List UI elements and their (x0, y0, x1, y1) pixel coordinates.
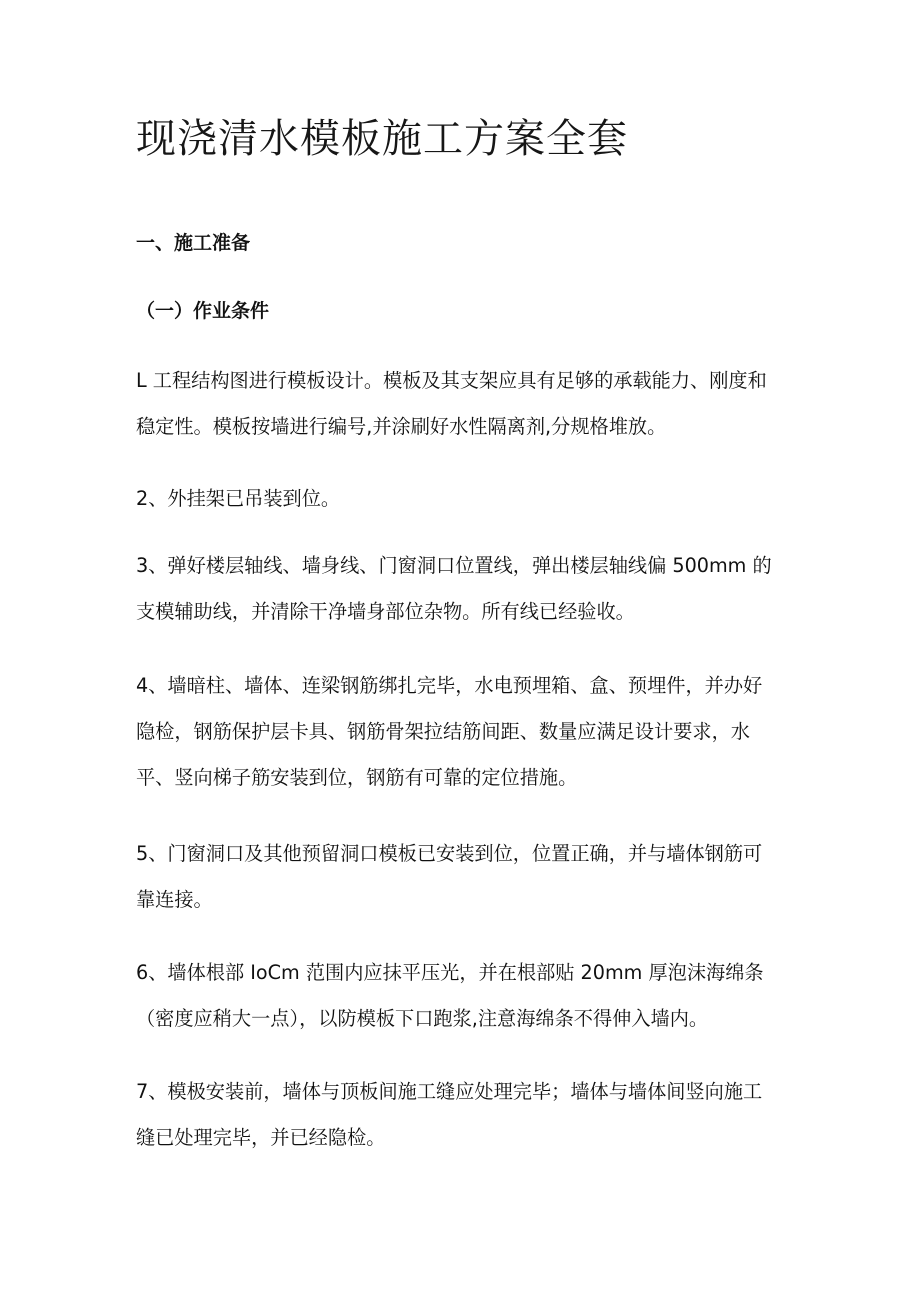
paragraph-line: 平、竖向梯子筋安装到位，钢筋有可靠的定位措施。 (136, 766, 578, 789)
paragraph-line: 靠连接。 (136, 888, 213, 911)
paragraph-line: 缝已处理完毕，并已经隐检。 (136, 1126, 386, 1149)
paragraph-line: 6、墙体根部 IoCm 范围内应抹平压光，并在根部贴 20mm 厚泡沫海绵条 (136, 961, 764, 984)
paragraph-line: 5、门窗洞口及其他预留洞口模板已安装到位，位置正确，并与墙体钢筋可 (136, 842, 763, 865)
paragraph-line: 支模辅助线，并清除干净墙身部位杂物。所有线已经验收。 (136, 600, 635, 623)
paragraph-line: 3、弹好楼层轴线、墙身线、门窗洞口位置线，弹出楼层轴线偏 500mm 的 (136, 554, 772, 577)
paragraph-line: 4、墙暗柱、墙体、连梁钢筋绑扎完毕，水电预埋箱、盒、预埋件，并办好 (136, 674, 763, 697)
sub-heading: （一）作业条件 (136, 300, 270, 322)
paragraph-line: （密度应稍大一点），以防模板下口跑浆,注意海绵条不得伸入墙内。 (136, 1007, 709, 1030)
paragraph-6 (136, 950, 764, 1042)
paragraph-line: 隐检，钢筋保护层卡具、钢筋骨架拉结筋间距、数量应满足设计要求，水 (136, 720, 750, 743)
paragraph-5 (136, 831, 762, 923)
section-heading: 一、施工准备 (136, 232, 251, 254)
paragraph-4 (136, 663, 762, 801)
paragraph-7 (136, 1069, 762, 1161)
document-title: 现浇清水模板施工方案全套 (136, 116, 628, 162)
paragraph-3 (136, 543, 772, 635)
paragraph-2 (136, 476, 340, 522)
paragraph-line: 稳定性。模板按墙进行编号,并涂刷好水性隔离剂,分规格堆放。 (136, 415, 667, 438)
paragraph-1 (136, 358, 767, 450)
paragraph-line: 2、外挂架已吊装到位。 (136, 487, 341, 510)
paragraph-line: L 工程结构图进行模板设计。模板及其支架应具有足够的承载能力、刚度和 (136, 369, 767, 392)
paragraph-line: 7、模极安装前，墙体与顶板间施工缝应处理完毕；墙体与墙体间竖向施工 (136, 1080, 763, 1103)
